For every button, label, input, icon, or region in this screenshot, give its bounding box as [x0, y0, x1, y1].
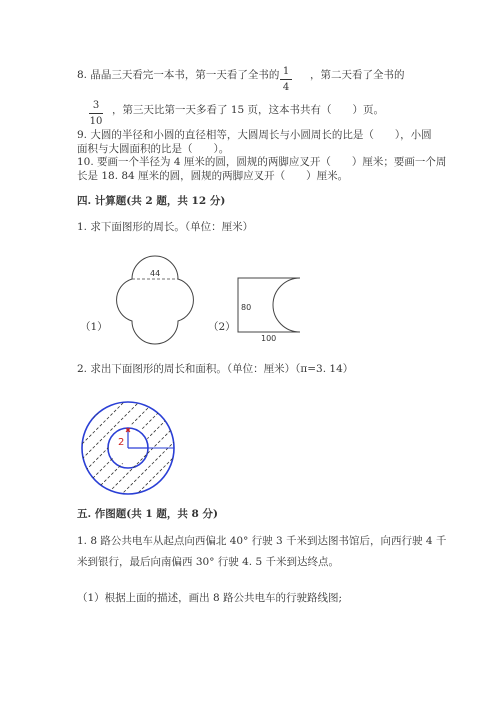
figure-2-height-label: 80	[241, 303, 252, 312]
section-5-q1-line1: 1. 8 路公共电车从起点向西偏北 40° 行驶 3 千米到达图书馆后，向西行驶 4 千	[77, 535, 447, 547]
figure-3-radius-label: 2	[118, 437, 125, 448]
figure-2-notched-rectangle	[228, 270, 308, 345]
q10-line1: 10. 要画一个半径为 4 厘米的圆，圆规的两脚应叉开（ ）厘米；要画一个周	[77, 156, 447, 168]
section-4-q2: 2. 求出下面图形的周长和面积。（单位：厘米）（π=3. 14）	[77, 363, 354, 375]
fraction-denominator: 4	[282, 82, 290, 93]
q8-fraction-2	[89, 100, 103, 127]
section-5-q1-line2: 米到银行，最后向南偏西 30° 行驶 4. 5 千米到达终点。	[77, 556, 339, 568]
fraction-denominator: 10	[89, 116, 103, 127]
figure-1-dimension: 44	[150, 269, 161, 278]
section-4-q1: 1. 求下面图形的周长。（单位：厘米）	[77, 221, 254, 233]
figure-2-width-label: 100	[261, 334, 277, 343]
figure-1-flower-shape	[100, 245, 210, 355]
q8-line2: ，第三天比第一天多看了 15 页，这本书共有（ ）页。	[112, 104, 385, 116]
fraction-numerator: 3	[92, 100, 100, 111]
section-5-sub1: （1）根据上面的描述，画出 8 路公共电车的行驶路线图;	[77, 592, 343, 604]
q8-fraction-1	[280, 66, 292, 93]
q10-line2: 长是 18. 84 厘米的圆，圆规的两脚应叉开（ ）厘米。	[77, 170, 349, 182]
figure-2-label: （2）	[208, 321, 236, 333]
q9-line2: 面积与大圆面积的比是（ ）。	[77, 143, 230, 155]
figure-3-annulus	[78, 398, 178, 498]
fraction-numerator: 1	[282, 66, 290, 77]
section-4-title: 四. 计算题(共 2 题，共 12 分)	[77, 195, 226, 207]
figure-1-label: （1）	[80, 321, 108, 333]
q8-line1-tail: ，第二天看了全书的	[310, 69, 405, 81]
q9-line1: 9. 大圆的半径和小圆的直径相等，大圆周长与小圆周长的比是（ ），小圆	[77, 129, 432, 141]
section-5-title: 五. 作图题(共 1 题，共 8 分)	[77, 508, 218, 520]
q8-line1: 8. 晶晶三天看完一本书，第一天看了全书的	[77, 69, 280, 81]
